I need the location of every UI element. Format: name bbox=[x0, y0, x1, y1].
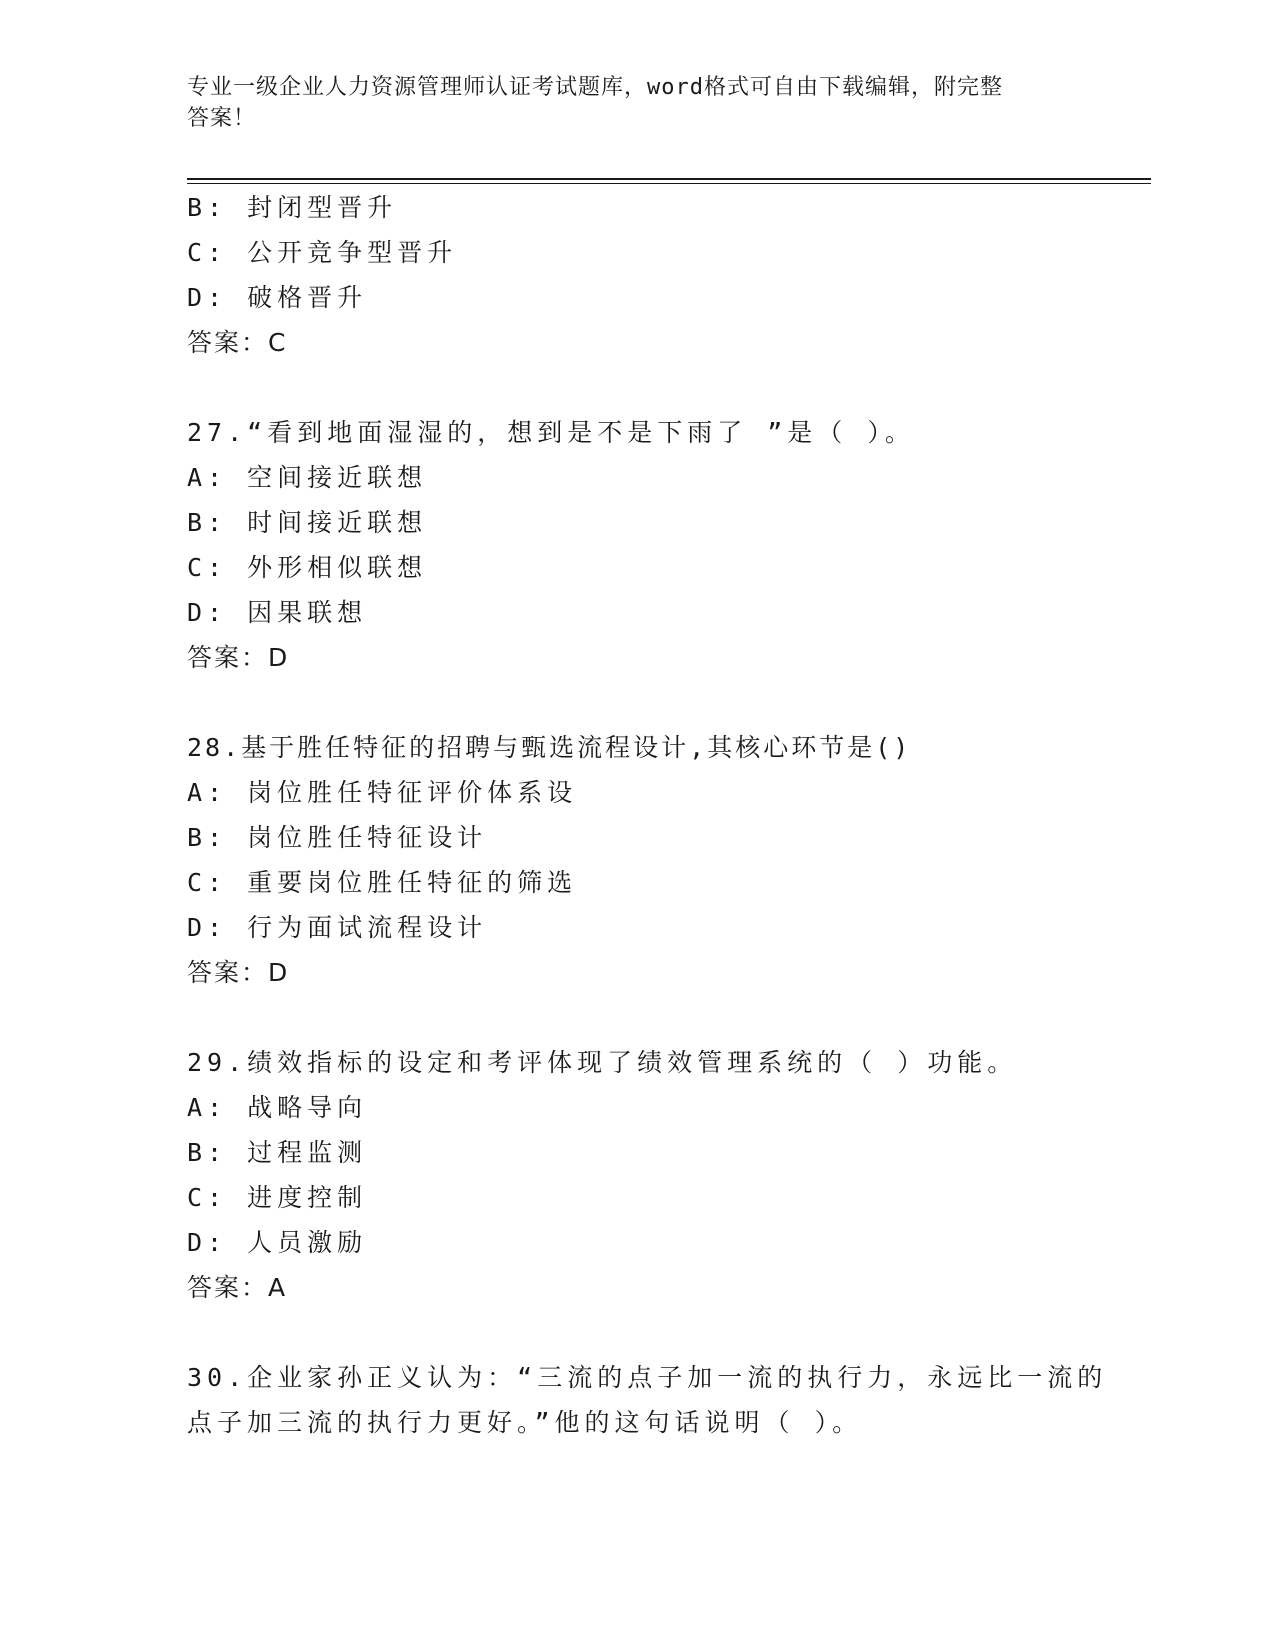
q29-option-b: B: 过程监测 bbox=[187, 1138, 368, 1167]
q28-option-d: D: 行为面试流程设计 bbox=[187, 913, 488, 942]
q27-answer: 答案：D bbox=[187, 643, 290, 672]
q28-question: 28.基于胜任特征的招聘与甄选流程设计,其核心环节是() bbox=[187, 733, 912, 762]
q26-option-d: D: 破格晋升 bbox=[187, 283, 368, 312]
q27-option-b: B: 时间接近联想 bbox=[187, 508, 428, 537]
q26-answer: 答案：C bbox=[187, 328, 288, 357]
q29-option-c: C: 进度控制 bbox=[187, 1183, 368, 1212]
q29-question: 29.绩效指标的设定和考评体现了绩效管理系统的（ ）功能。 bbox=[187, 1048, 1018, 1077]
q30-question-line-1: 30.企业家孙正义认为：“三流的点子加一流的执行力，永远比一流的 bbox=[187, 1363, 1108, 1392]
header-rule-thick bbox=[187, 178, 1151, 180]
page-header bbox=[187, 72, 1067, 134]
q27-option-c: C: 外形相似联想 bbox=[187, 553, 428, 582]
q30-question-line-2: 点子加三流的执行力更好。”他的这句话说明（ ）。 bbox=[187, 1408, 863, 1437]
q28-option-c: C: 重要岗位胜任特征的筛选 bbox=[187, 868, 578, 897]
q29-option-d: D: 人员激励 bbox=[187, 1228, 368, 1257]
q29-option-a: A: 战略导向 bbox=[187, 1093, 368, 1122]
header-title-line-1: 专业一级企业人力资源管理师认证考试题库，word格式可自由下载编辑，附完整 bbox=[187, 75, 1003, 100]
q26-option-b: B: 封闭型晋升 bbox=[187, 193, 398, 222]
q28-option-b: B: 岗位胜任特征设计 bbox=[187, 823, 488, 852]
q27-option-a: A: 空间接近联想 bbox=[187, 463, 428, 492]
q27-option-d: D: 因果联想 bbox=[187, 598, 368, 627]
q26-option-c: C: 公开竞争型晋升 bbox=[187, 238, 458, 267]
q27-question: 27.“看到地面湿湿的，想到是不是下雨了 ”是（ ）。 bbox=[187, 418, 915, 447]
header-title-line-2: 答案！ bbox=[187, 106, 257, 131]
q28-option-a: A: 岗位胜任特征评价体系设 bbox=[187, 778, 578, 807]
q28-answer: 答案：D bbox=[187, 958, 290, 987]
q29-answer: 答案：A bbox=[187, 1273, 288, 1302]
header-rule-thin bbox=[187, 183, 1151, 184]
